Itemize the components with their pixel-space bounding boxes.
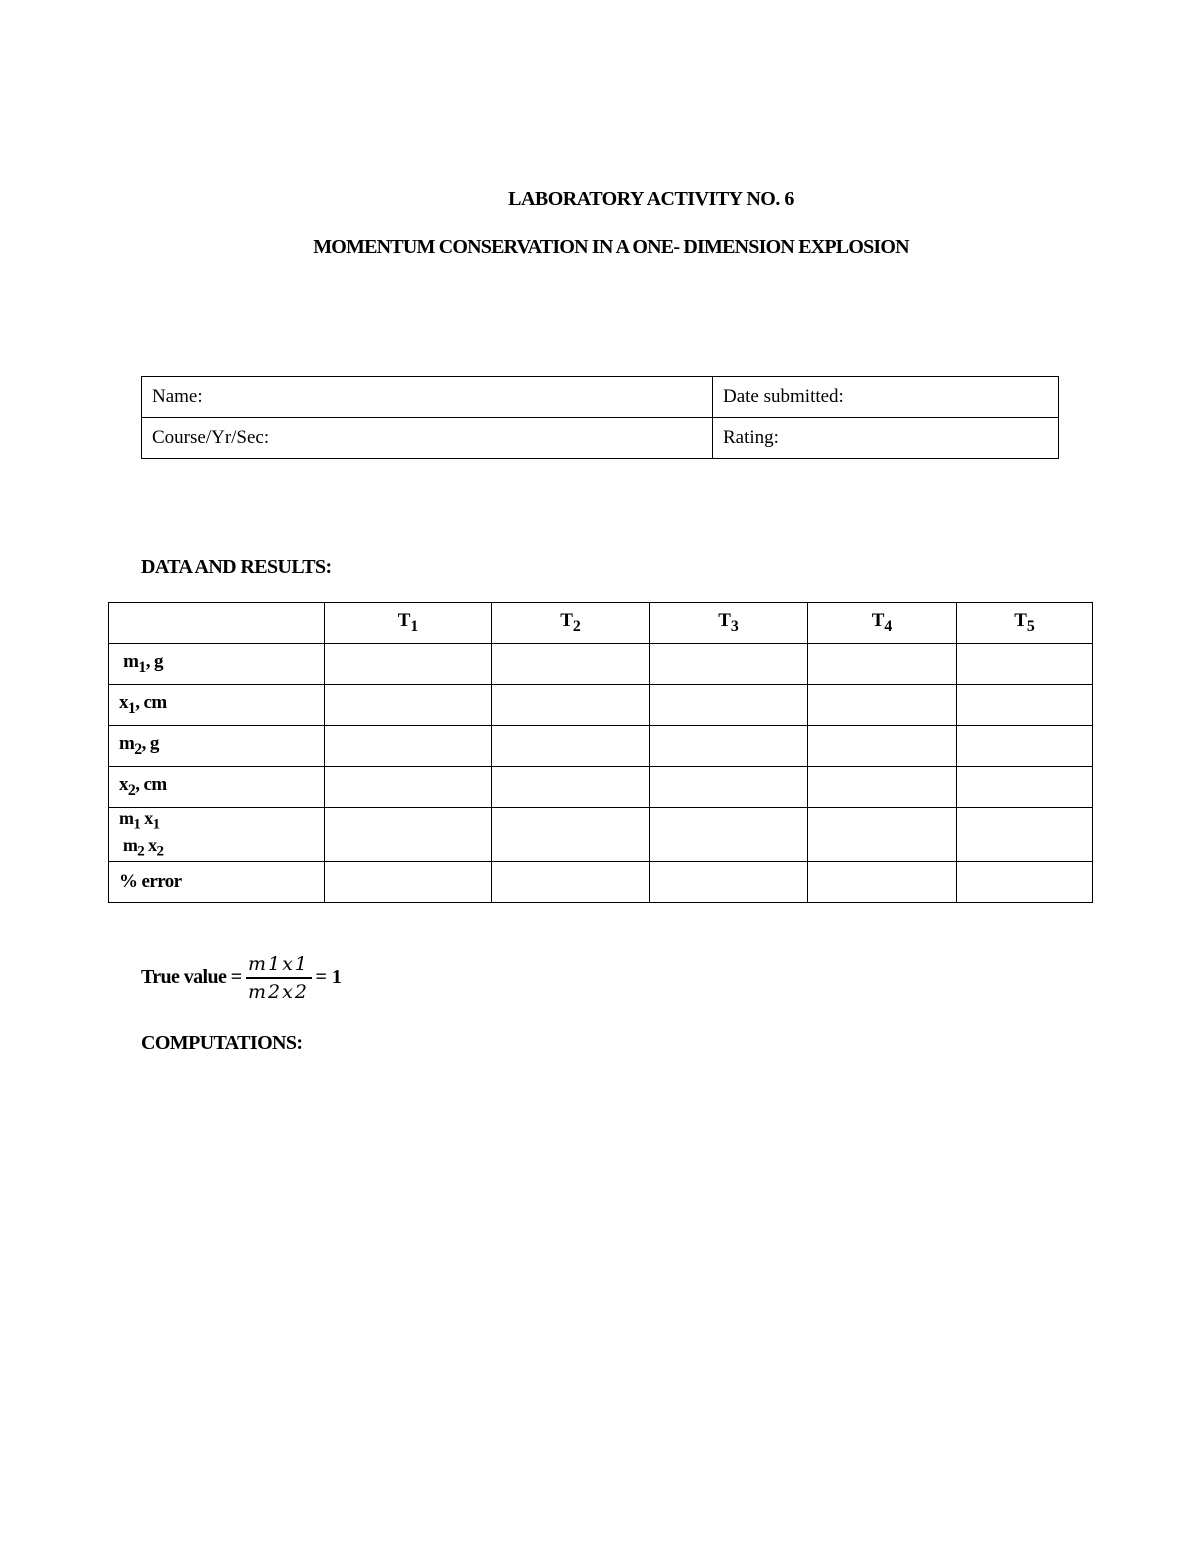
table-row	[109, 726, 1093, 767]
data-cell[interactable]	[325, 767, 492, 808]
row-label-x2: $x_2$, cm	[109, 767, 325, 808]
name-label: Name:	[152, 386, 203, 407]
data-cell[interactable]	[492, 726, 650, 767]
formula-result: = 1	[315, 966, 342, 989]
data-cell[interactable]	[492, 862, 650, 903]
data-cell[interactable]	[650, 644, 808, 685]
data-cell[interactable]	[492, 808, 650, 862]
data-cell[interactable]	[650, 862, 808, 903]
data-cell[interactable]	[808, 726, 957, 767]
date-submitted-label: Date submitted:	[723, 386, 844, 407]
activity-subtitle: MOMENTUM CONSERVATION IN A ONE- DIMENSION EXPLOSION	[313, 236, 909, 258]
data-cell[interactable]	[808, 685, 957, 726]
data-cell[interactable]	[957, 808, 1093, 862]
data-cell[interactable]	[492, 644, 650, 685]
col-header-t3: $T_3$	[650, 603, 808, 644]
name-field[interactable]	[142, 377, 713, 418]
table-row	[109, 862, 1093, 903]
table-row	[109, 685, 1093, 726]
table-row	[109, 808, 1093, 862]
data-cell[interactable]	[808, 808, 957, 862]
data-cell[interactable]	[325, 726, 492, 767]
data-cell[interactable]	[957, 862, 1093, 903]
date-submitted-field[interactable]	[713, 377, 1059, 418]
data-cell[interactable]	[325, 685, 492, 726]
data-cell[interactable]	[650, 685, 808, 726]
course-field[interactable]	[142, 418, 713, 459]
data-results-table	[108, 602, 1093, 903]
data-cell[interactable]	[325, 644, 492, 685]
info-row	[142, 418, 1059, 459]
course-label: Course/Yr/Sec:	[152, 427, 270, 448]
row-label-ratio: $m_1$ $x_1$ $m_2$ $x_2$	[109, 808, 325, 862]
data-cell[interactable]	[650, 726, 808, 767]
data-cell[interactable]	[957, 685, 1093, 726]
rating-label: Rating:	[723, 427, 779, 448]
col-header-t5: $T_5$	[957, 603, 1093, 644]
header-row	[109, 603, 1093, 644]
formula-numerator: m1x1	[248, 953, 309, 975]
computations-heading: COMPUTATIONS:	[141, 1032, 303, 1054]
corner-cell	[109, 603, 325, 644]
info-row	[142, 377, 1059, 418]
formula-label: True value =	[141, 966, 242, 989]
rating-field[interactable]	[713, 418, 1059, 459]
data-cell[interactable]	[325, 862, 492, 903]
table-row	[109, 767, 1093, 808]
data-cell[interactable]	[808, 862, 957, 903]
formula-fraction	[246, 953, 312, 1003]
data-cell[interactable]	[808, 767, 957, 808]
activity-title: LABORATORY ACTIVITY NO. 6	[508, 188, 794, 210]
col-header-t4: $T_4$	[808, 603, 957, 644]
data-results-heading: DATA AND RESULTS:	[141, 556, 332, 578]
table-row	[109, 644, 1093, 685]
data-cell[interactable]	[808, 644, 957, 685]
row-label-m2: $m_2$, g	[109, 726, 325, 767]
data-cell[interactable]	[650, 767, 808, 808]
student-info-table	[141, 376, 1059, 459]
row-label-x1: $x_1$, cm	[109, 685, 325, 726]
data-cell[interactable]	[492, 767, 650, 808]
true-value-formula	[141, 953, 342, 1003]
data-cell[interactable]	[957, 726, 1093, 767]
row-label-error: % error	[109, 862, 325, 903]
data-cell[interactable]	[325, 808, 492, 862]
data-cell[interactable]	[650, 808, 808, 862]
col-header-t2: $T_2$	[492, 603, 650, 644]
col-header-t1: $T_1$	[325, 603, 492, 644]
data-cell[interactable]	[957, 644, 1093, 685]
formula-denominator: m2x2	[248, 980, 309, 1003]
row-label-m1: $m_1$, g	[109, 644, 325, 685]
data-cell[interactable]	[957, 767, 1093, 808]
data-cell[interactable]	[492, 685, 650, 726]
